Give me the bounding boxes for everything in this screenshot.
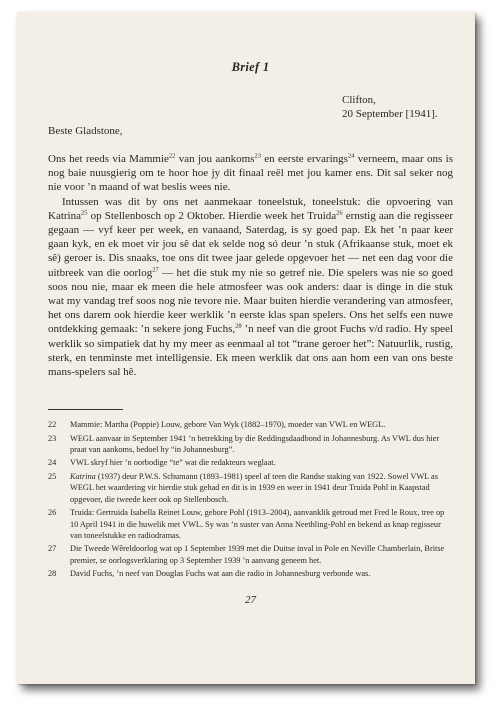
paragraph-2 <box>48 195 453 380</box>
text-run: van jou aankoms <box>175 153 255 165</box>
footnote-number: 23 <box>48 433 57 443</box>
text-run: op Stellenbosch op 2 Oktober. Hierdie week het Truida <box>87 209 337 222</box>
footnote-27 <box>48 543 453 566</box>
footnote-text: VWL skryf hier ’n oorbodige “te” wat die redakteurs weglaat. <box>70 458 276 468</box>
text-run: ernstig aan die regisseer gegaan — vyf keer per week, en vanaand, Saterdag, is sy goed pap. Ek het ’n paar keer gaan kyk, en ek moet vir jou sê dat ek selde nog só deur ’n stuk (Afrikaanse stuk, moet ek sê) geroer is. Dis snaaks, toe ons dit twee jaar gelede opgevoer het — net een dag voor die uitbreek van die oorlog <box>48 209 453 279</box>
salutation: Beste Gladstone, <box>48 125 123 137</box>
footnote-text: Mammie: Martha (Poppie) Louw, gebore Van Wyk (1882–1970), moeder van VWL en WEGL. <box>70 420 386 430</box>
footnote-text: Truida: Gertruida Isabella Reinet Louw, gebore Pohl (1913–2004), aanvanklik getroud met Fred le Roux, tree op 10 April 1941 in die huwelik met VWL. Sy was ’n suster van Anna Neethling-Pohl en bekend as knap regisseur van toneelstukke en radiodramas. <box>70 508 445 540</box>
letter-title: Brief 1 <box>231 60 270 74</box>
footnote-number: 22 <box>48 420 57 430</box>
letter-place: Clifton, <box>342 94 376 106</box>
footnote-ref: 23 <box>254 152 261 160</box>
footnote-24 <box>48 457 453 468</box>
footnote-divider <box>48 409 123 410</box>
text-run: Intussen was dit by ons net aanmekaar toneelstuk, toneelstuk: die opvoering van Katrina <box>48 195 453 222</box>
footnote-number: 28 <box>48 569 57 579</box>
footnote-ref: 26 <box>336 209 343 217</box>
footnote-ref: 24 <box>347 152 355 160</box>
footnote-number: 24 <box>48 458 57 468</box>
footnote-number: 25 <box>48 471 57 481</box>
text-run: Ons het reeds via Mammie <box>48 153 169 165</box>
text-run: — het die stuk my nie so getref nie. Die spelers was nie so goed soos nou nie, maar ek meen die hele atmosfeer was ook anders: daar is dinge in die stuk wat my vandag tref soos nog nie tevore nie. Maar buiten hierdie verandering van atmosfeer, het ons darem ook hierdie keer werklik ’n eerste klas span spelers. Ons het selfs een nuwe ontdekking gemaak: ’n sekere jong Fuchs, <box>48 266 453 336</box>
footnote-22 <box>48 419 453 430</box>
text-run: verneem, maar ons is nog baie nuusgierig om te hoor hoe jy dit finaal reël met jou kamer ens. Dit sal seker nog nie voor ’n maand of wat beslis wees nie. <box>48 153 454 194</box>
footnote-text: (1937) deur P.W.S. Schumann (1893–1981) speel af teen die Randse staking van 1922. Sowel VWL as WEGL het waardering vir hierdie stuk gehad en dit is in 1939 en weer in 1941 deur Truida Pohl in Kaapstad opgevoer, die tweede keer ook op Stellenbosch. <box>70 471 438 504</box>
text-run: en eerste ervarings <box>260 153 348 165</box>
footnote-28 <box>48 568 453 579</box>
footnote-ref: 22 <box>168 152 176 160</box>
footnote-text: David Fuchs, ’n neef van Douglas Fuchs wat aan die radio in Johannesburg verbonde was. <box>70 569 371 579</box>
letter-body <box>48 152 453 379</box>
footnote-text: WEGL aanvaar in September 1941 ’n betrekking by die Reddingsdaadbond in Johannesburg. As VWL dus hier praat van aankoms, bedoel hy “in Johannesburg”. <box>70 433 440 455</box>
page-number: 27 <box>245 593 256 606</box>
paragraph-1 <box>48 152 453 195</box>
footnote-number: 27 <box>48 544 57 554</box>
book-page <box>17 12 475 684</box>
footnote-23 <box>48 433 453 456</box>
page-content <box>48 60 453 606</box>
footnote-text: Die Tweede Wêreldoorlog wat op 1 September 1939 met die Duitse inval in Pole en Neville Chamberlain, Britse premier, se oorlogsverklaring op 3 September 1939 ’n aanvang geneem het. <box>70 544 445 565</box>
footnote-ref: 27 <box>152 265 159 273</box>
footnote-26 <box>48 507 453 541</box>
footnote-number: 26 <box>48 508 57 518</box>
footnote-ref: 28 <box>235 322 242 330</box>
footnote-ref: 25 <box>80 209 88 217</box>
footnote-25 <box>48 471 453 505</box>
text-run: ’n neef van die groot Fuchs v/d radio. Hy speel werklik so simpatiek dat hy my meer as eenmaal al tot “trane geroer het”: Natuurlik, rustig, sterk, en tenminste met intelligensie. Ek meen werklik dat ons aan hom een van ons beste mans-spelers sal hê. <box>48 323 453 379</box>
footnote-italic-title: Katrina <box>70 471 96 481</box>
footnotes <box>48 419 453 579</box>
letter-date: 20 September [1941]. <box>342 108 438 120</box>
